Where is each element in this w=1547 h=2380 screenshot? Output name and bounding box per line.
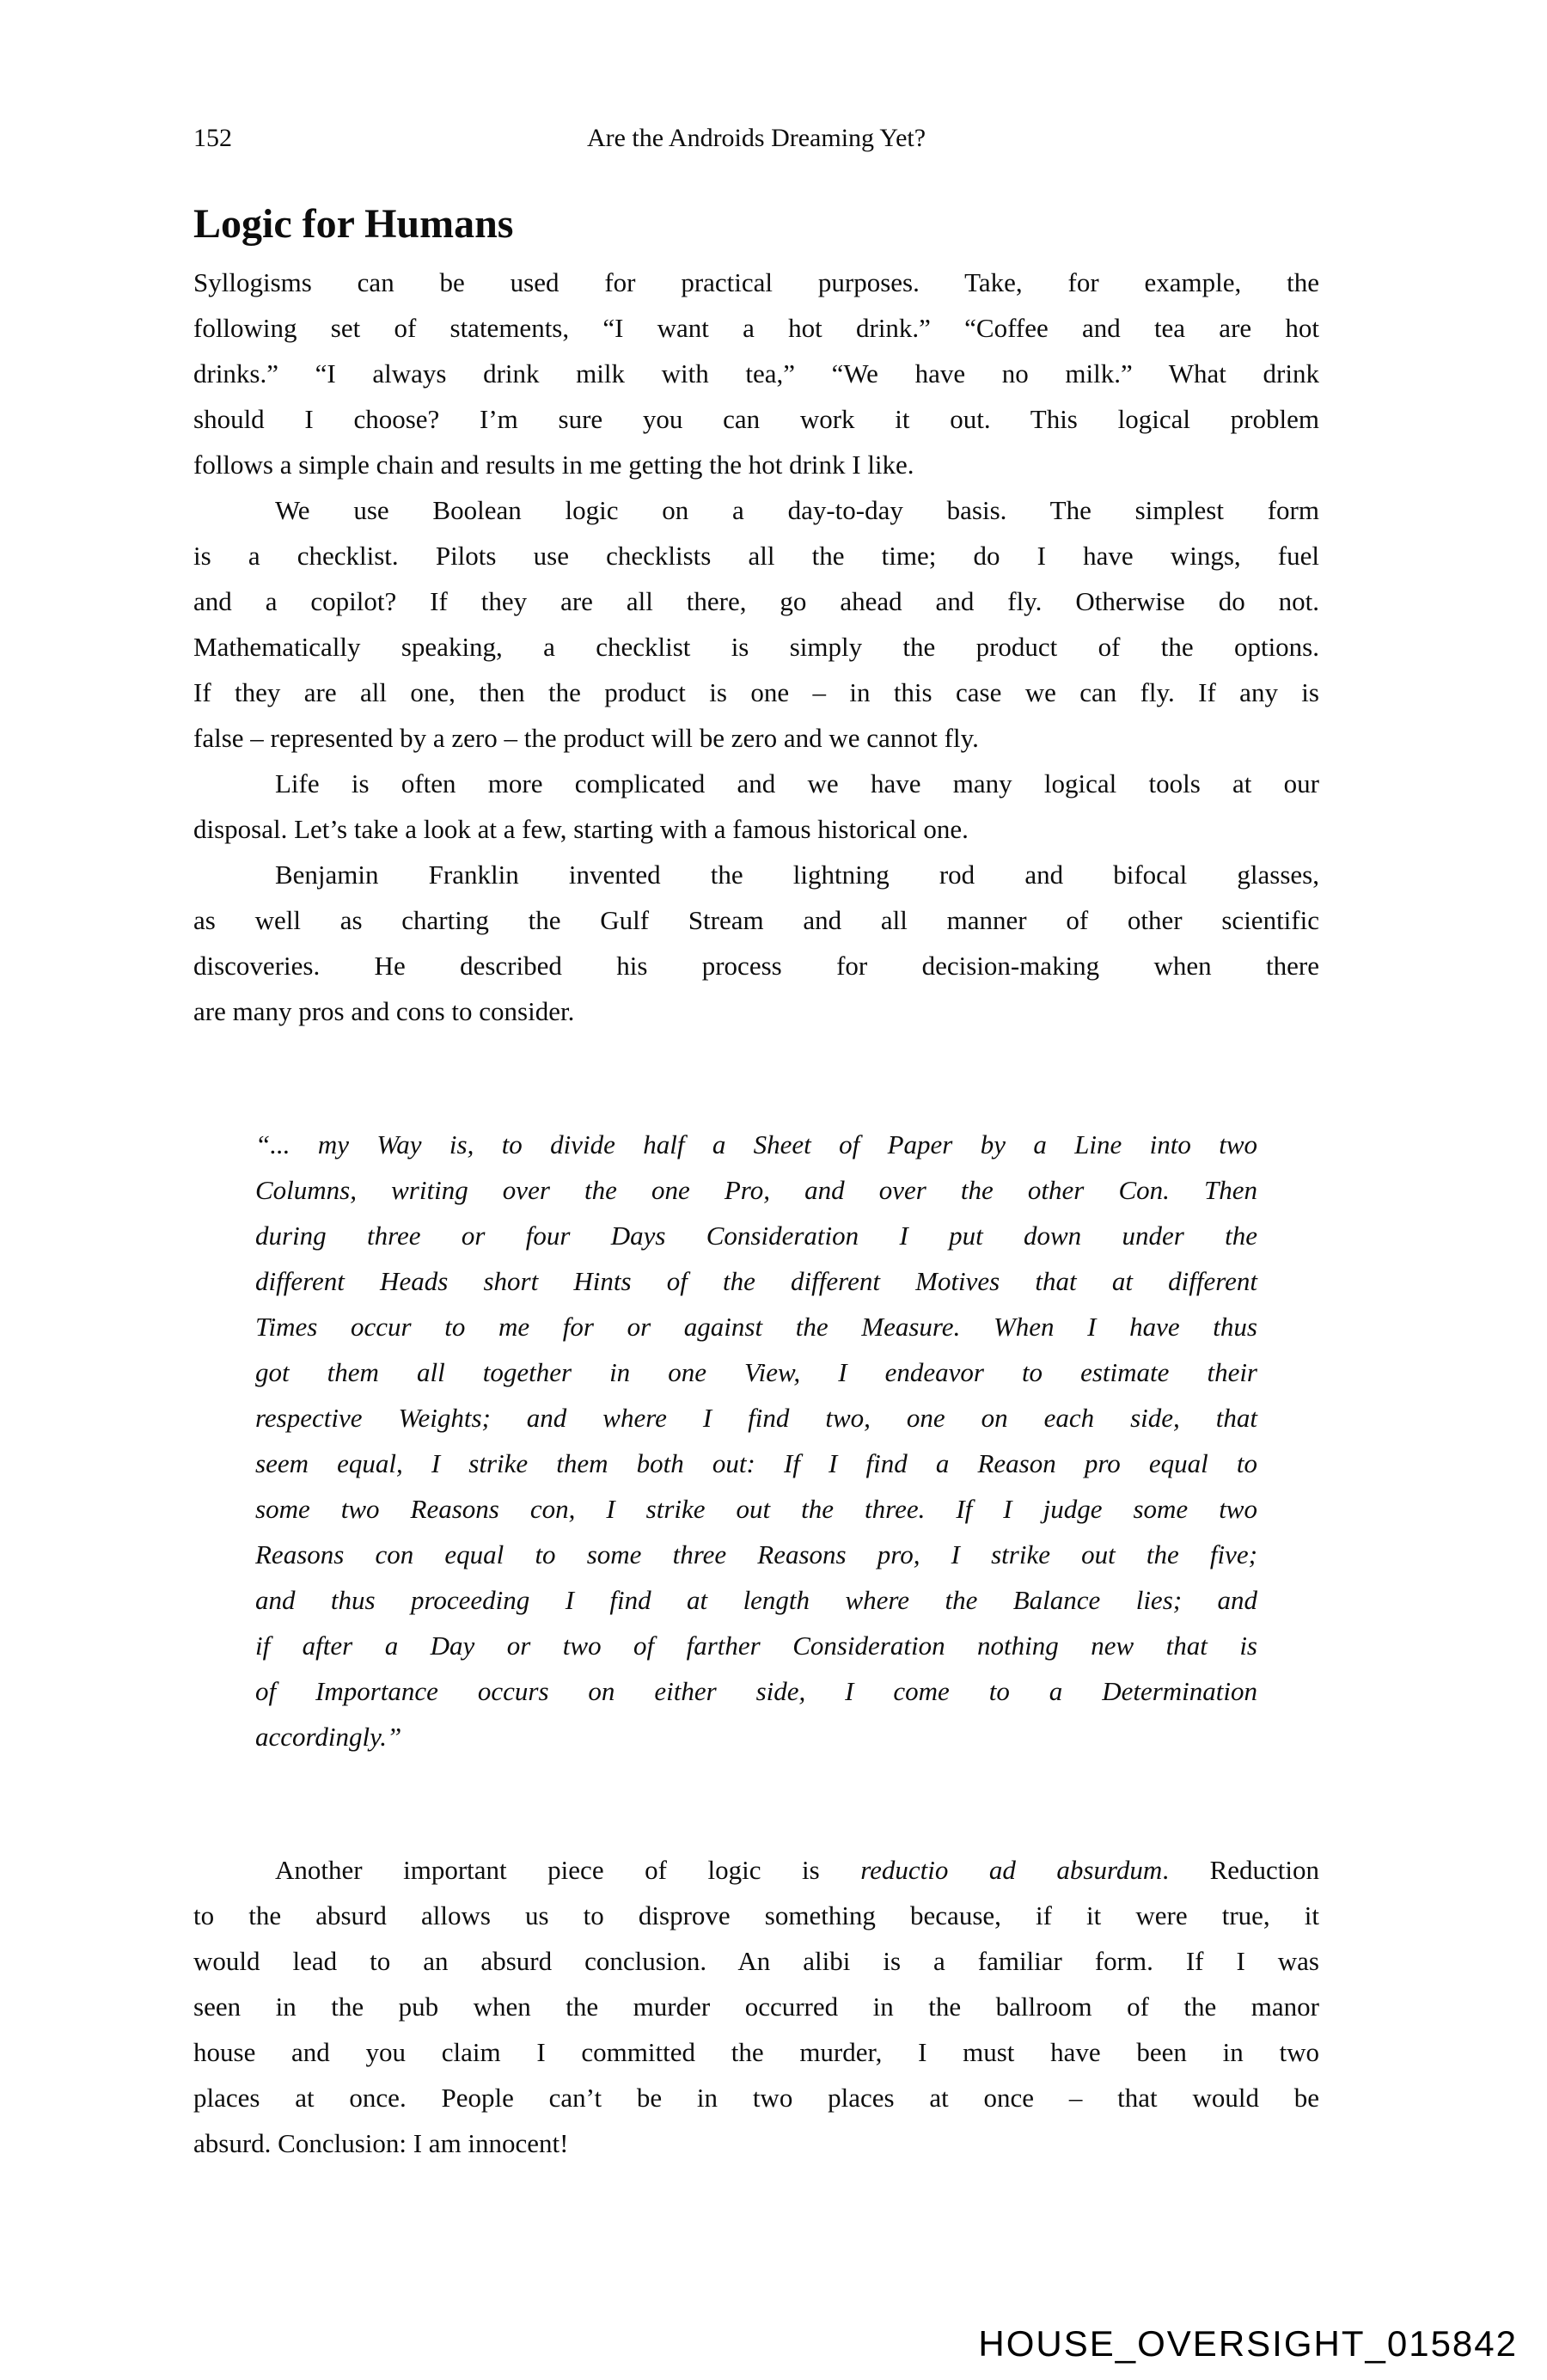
text-line: seen in the pub when the murder occurred in the ballroom of the manor	[193, 1991, 1319, 2022]
section-heading: Logic for Humans	[193, 201, 514, 247]
text-line: as well as charting the Gulf Stream and all manner of other scientific	[193, 905, 1319, 935]
running-header	[193, 123, 1319, 154]
text-line: respective Weights; and where I find two, one on each side, that	[255, 1403, 1257, 1433]
running-title: Are the Androids Dreaming Yet?	[586, 124, 926, 152]
paragraphs-container	[193, 260, 1319, 2166]
text-line: of Importance occurs on either side, I come to a Determination	[255, 1676, 1257, 1706]
text-line: places at once. People can’t be in two places at once – that would be	[193, 2083, 1319, 2113]
paragraph	[193, 487, 1319, 761]
text-line: Columns, writing over the one Pro, and over the other Con. Then	[255, 1175, 1257, 1205]
text-line: different Heads short Hints of the different Motives that at different	[255, 1266, 1257, 1296]
text-line: Life is often more complicated and we have many logical tools at our	[275, 768, 1319, 798]
bates-stamp: HOUSE_OVERSIGHT_015842	[978, 2323, 1518, 2364]
text-line: got them all together in one View, I endeavor to estimate their	[255, 1357, 1257, 1387]
text-line: are many pros and cons to consider.	[193, 996, 575, 1026]
text-line: absurd. Conclusion: I am innocent!	[193, 2128, 569, 2158]
text-line: Syllogisms can be used for practical purposes. Take, for example, the	[193, 267, 1319, 297]
page-number: 152	[193, 124, 232, 152]
paragraph	[193, 260, 1319, 487]
text-line: would lead to an absurd conclusion. An alibi is a familiar form. If I was	[193, 1946, 1319, 1976]
text-line: if after a Day or two of farther Consideration nothing new that is	[255, 1631, 1257, 1661]
page-content	[193, 199, 1319, 2166]
paragraph	[193, 852, 1319, 1034]
stamp-footer	[978, 2323, 1518, 2365]
text-line: discoveries. He described his process for decision-making when there	[193, 951, 1319, 981]
text-line: some two Reasons con, I strike out the three. If I judge some two	[255, 1494, 1257, 1524]
text-line: accordingly.”	[255, 1722, 402, 1752]
text-line: following set of statements, “I want a hot drink.” “Coffee and tea are hot	[193, 313, 1319, 343]
paragraph	[193, 1847, 1319, 2166]
paragraph	[193, 761, 1319, 852]
text-line: Reasons con equal to some three Reasons pro, I strike out the five;	[255, 1539, 1257, 1569]
block-quote	[255, 1122, 1257, 1759]
text-line: disposal. Let’s take a look at a few, starting with a famous historical one.	[193, 814, 969, 844]
text-line: and thus proceeding I find at length where the Balance lies; and	[255, 1585, 1257, 1615]
text-line: and a copilot? If they are all there, go ahead and fly. Otherwise do not.	[193, 586, 1319, 616]
text-line: follows a simple chain and results in me getting the hot drink I like.	[193, 450, 914, 480]
text-line: is a checklist. Pilots use checklists all the time; do I have wings, fuel	[193, 541, 1319, 571]
text-line: If they are all one, then the product is one – in this case we can fly. If any is	[193, 677, 1319, 707]
text-line: false – represented by a zero – the product will be zero and we cannot fly.	[193, 723, 979, 753]
text-line: “... my Way is, to divide half a Sheet of Paper by a Line into two	[255, 1129, 1257, 1159]
text-line: during three or four Days Consideration I put down under the	[255, 1221, 1257, 1251]
text-line: to the absurd allows us to disprove something because, if it were true, it	[193, 1900, 1319, 1930]
text-line: Another important piece of logic is reductio ad absurdum. Reduction	[275, 1855, 1320, 1885]
text-line: We use Boolean logic on a day-to-day basis. The simplest form	[275, 495, 1319, 525]
text-line: house and you claim I committed the murder, I must have been in two	[193, 2037, 1319, 2067]
text-line: Mathematically speaking, a checklist is simply the product of the options.	[193, 632, 1319, 662]
text-line: Times occur to me for or against the Measure. When I have thus	[255, 1312, 1257, 1342]
text-line: seem equal, I strike them both out: If I find a Reason pro equal to	[255, 1448, 1257, 1478]
text-line: drinks.” “I always drink milk with tea,” “We have no milk.” What drink	[193, 358, 1319, 389]
text-line: Benjamin Franklin invented the lightning rod and bifocal glasses,	[275, 860, 1319, 890]
text-line: should I choose? I’m sure you can work it out. This logical problem	[193, 404, 1319, 434]
